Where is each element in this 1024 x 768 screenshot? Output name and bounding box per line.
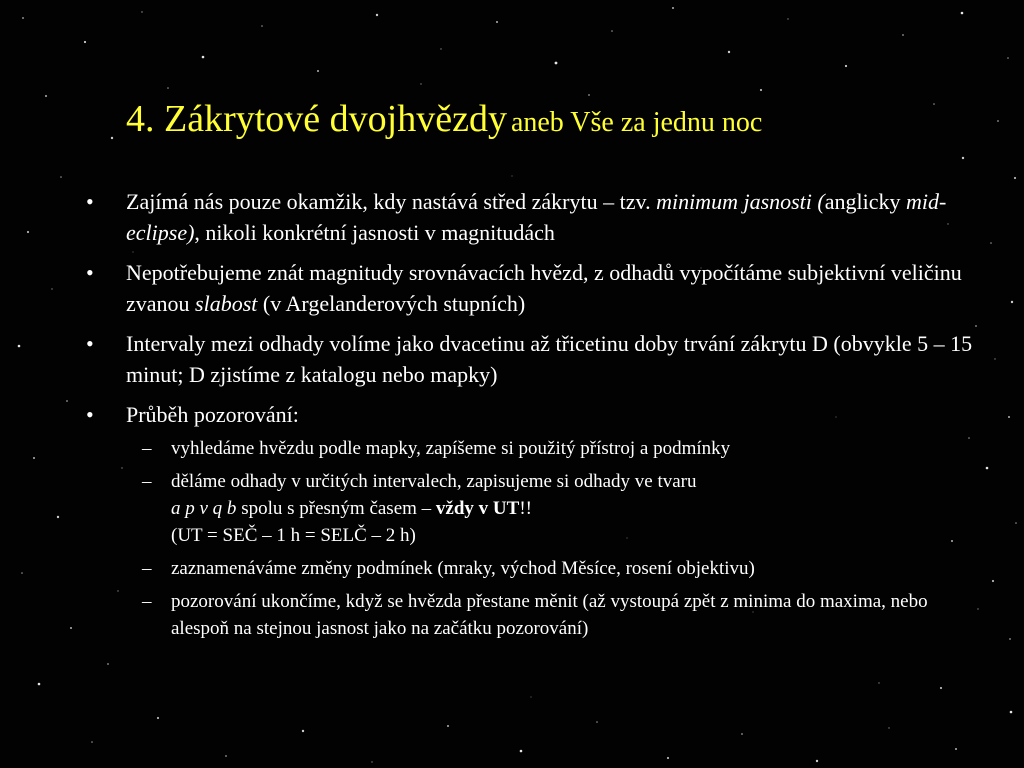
sub-bullet-item bbox=[86, 588, 986, 642]
bullet-item bbox=[86, 186, 986, 248]
sub-bullet-item bbox=[86, 468, 986, 549]
sub-bullet-text: vyhledáme hvězdu podle mapky, zapíšeme si použitý přístroj a podmínky bbox=[171, 438, 731, 459]
estimate-formula: a p v q b bbox=[171, 498, 237, 519]
bullet-text: Průběh pozorování: bbox=[126, 402, 299, 427]
slide-title bbox=[126, 97, 1006, 141]
bullet-marker: • bbox=[86, 331, 94, 356]
bullet-marker: • bbox=[86, 260, 94, 285]
dash-marker: – bbox=[142, 558, 152, 579]
bullet-marker: • bbox=[86, 189, 94, 214]
bullet-text: (v Argelanderových stupních) bbox=[257, 291, 526, 316]
bullet-text: Intervaly mezi odhady volíme jako dvacetinu až třicetinu doby trvání zákrytu D (obvykle 5 – 15 minut; D zjistíme z katalogu nebo mapky) bbox=[126, 331, 973, 387]
sub-bullet-line bbox=[171, 495, 986, 522]
sub-bullet-text: spolu s přesným časem – bbox=[236, 498, 436, 519]
sub-bullet-text: (UT = SEČ – 1 h = SELČ – 2 h) bbox=[171, 525, 416, 546]
bullet-item bbox=[86, 399, 986, 430]
title-subtitle: aneb Vše za jednu noc bbox=[510, 107, 763, 138]
bullet-text: Zajímá nás pouze okamžik, kdy nastává střed zákrytu – tzv. bbox=[126, 189, 657, 214]
sub-bullet-text: zaznamenáváme změny podmínek (mraky, východ Měsíce, rosení objektivu) bbox=[171, 558, 755, 579]
sub-bullet-text: pozorování ukončíme, když se hvězda přestane měnit (až vystoupá zpět z minima do maxima, nebo alespoň na stejnou jasnost jako na začátku pozorování) bbox=[171, 591, 928, 639]
bullet-text-italic: mid-eclipse) bbox=[126, 189, 947, 245]
bullet-item bbox=[86, 328, 986, 390]
bullet-text: Nepotřebujeme znát magnitudy srovnávacích hvězd, z odhadů vypočítáme subjektivní veličinu zvanou bbox=[126, 260, 962, 316]
bullet-text-italic: minimum jasnosti ( bbox=[656, 189, 825, 214]
bullet-text-italic: slabost bbox=[195, 291, 258, 316]
title-main: 4. Zákrytové dvojhvězdy bbox=[126, 98, 507, 140]
dash-marker: – bbox=[142, 591, 152, 612]
bullet-marker: • bbox=[86, 402, 94, 427]
bullet-text: anglicky bbox=[824, 189, 907, 214]
bullet-text: , nikoli konkrétní jasnosti v magnitudách bbox=[194, 220, 555, 245]
dash-marker: – bbox=[142, 438, 152, 459]
sub-bullet-text: !! bbox=[519, 498, 532, 519]
sub-bullet-item bbox=[86, 555, 986, 582]
sub-bullet-item bbox=[86, 435, 986, 462]
slide-body bbox=[86, 186, 986, 648]
bullet-item bbox=[86, 257, 986, 319]
sub-bullet-text-bold: vždy v UT bbox=[435, 498, 520, 519]
dash-marker: – bbox=[142, 471, 152, 492]
sub-bullet-text: děláme odhady v určitých intervalech, zapisujeme si odhady ve tvaru bbox=[171, 471, 697, 492]
